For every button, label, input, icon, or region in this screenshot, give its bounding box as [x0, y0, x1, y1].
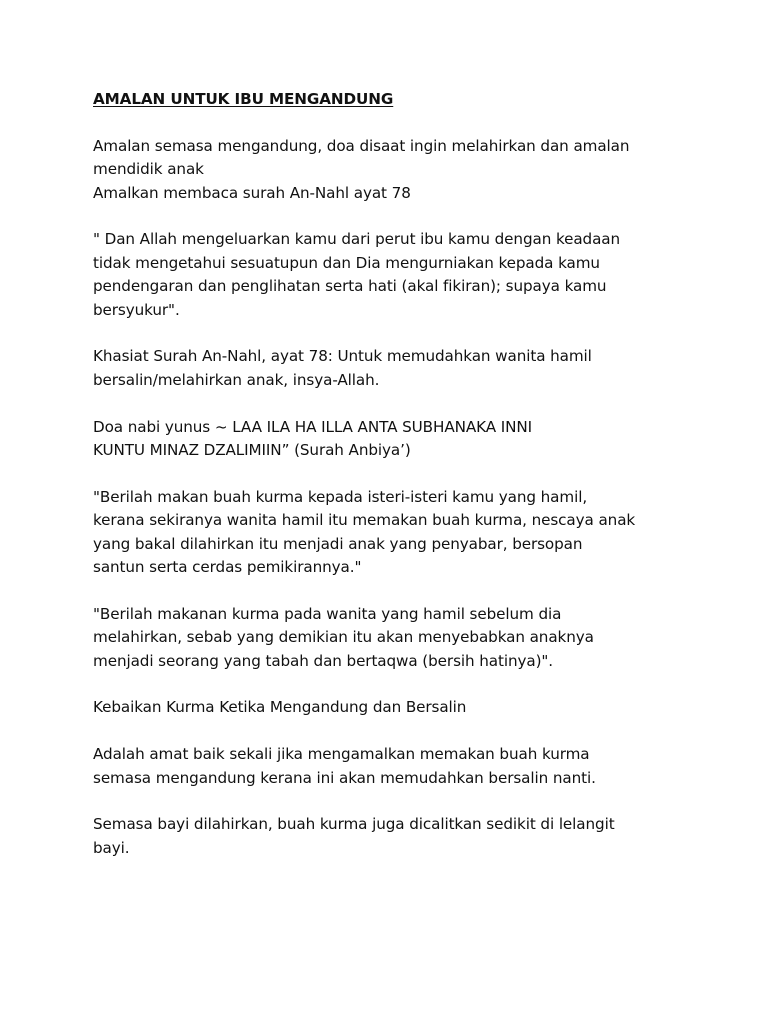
text-line: santun serta cerdas pemikirannya." — [93, 558, 362, 577]
paragraph-intro — [93, 135, 693, 205]
text-line: "Berilah makanan kurma pada wanita yang hamil sebelum dia — [93, 604, 562, 623]
paragraph-khasiat — [93, 345, 693, 392]
paragraph-quote-an-nahl — [93, 228, 693, 322]
text-line: semasa mengandung kerana ini akan memudahkan bersalin nanti. — [93, 768, 596, 787]
text-line: Amalkan membaca surah An-Nahl ayat 78 — [93, 183, 411, 202]
text-line: pendengaran dan penglihatan serta hati (akal fikiran); supaya kamu — [93, 277, 607, 296]
text-line: kerana sekiranya wanita hamil itu memakan buah kurma, nescaya anak — [93, 511, 636, 530]
paragraph-doa-nabi-yunus — [93, 416, 693, 463]
text-line: " Dan Allah mengeluarkan kamu dari perut ibu kamu dengan keadaan — [93, 230, 621, 249]
text-line: Semasa bayi dilahirkan, buah kurma juga dicalitkan sedikit di lelangit — [93, 815, 615, 834]
paragraph-kurma-isteri — [93, 486, 693, 580]
text-line: tidak mengetahui sesuatupun dan Dia mengurniakan kepada kamu — [93, 253, 600, 272]
text-line: Adalah amat baik sekali jika mengamalkan memakan buah kurma — [93, 745, 590, 764]
text-line: Kebaikan Kurma Ketika Mengandung dan Bersalin — [93, 698, 467, 717]
text-line: "Berilah makan buah kurma kepada isteri-isteri kamu yang hamil, — [93, 487, 588, 506]
document-body — [93, 88, 693, 884]
text-line: yang bakal dilahirkan itu menjadi anak yang penyabar, bersopan — [93, 534, 583, 553]
text-line: melahirkan, sebab yang demikian itu akan menyebabkan anaknya — [93, 628, 594, 647]
text-line: bersyukur". — [93, 300, 180, 319]
text-line: bayi. — [93, 838, 130, 857]
text-line: bersalin/melahirkan anak, insya-Allah. — [93, 370, 380, 389]
document-title: AMALAN UNTUK IBU MENGANDUNG — [93, 90, 394, 108]
text-line: mendidik anak — [93, 160, 204, 179]
text-line: Khasiat Surah An-Nahl, ayat 78: Untuk memudahkan wanita hamil — [93, 347, 592, 366]
text-line: Amalan semasa mengandung, doa disaat ingin melahirkan dan amalan — [93, 136, 630, 155]
paragraph-kurma-wanita — [93, 603, 693, 673]
text-line: menjadi seorang yang tabah dan bertaqwa (bersih hatinya)". — [93, 651, 554, 670]
paragraph-amalan-kurma — [93, 743, 693, 790]
section-heading-kebaikan-kurma — [93, 696, 693, 719]
paragraph-bayi — [93, 813, 693, 860]
text-line: KUNTU MINAZ DZALIMIIN” (Surah Anbiya’) — [93, 441, 411, 460]
text-line: Doa nabi yunus ~ LAA ILA HA ILLA ANTA SUBHANAKA INNI — [93, 417, 533, 436]
